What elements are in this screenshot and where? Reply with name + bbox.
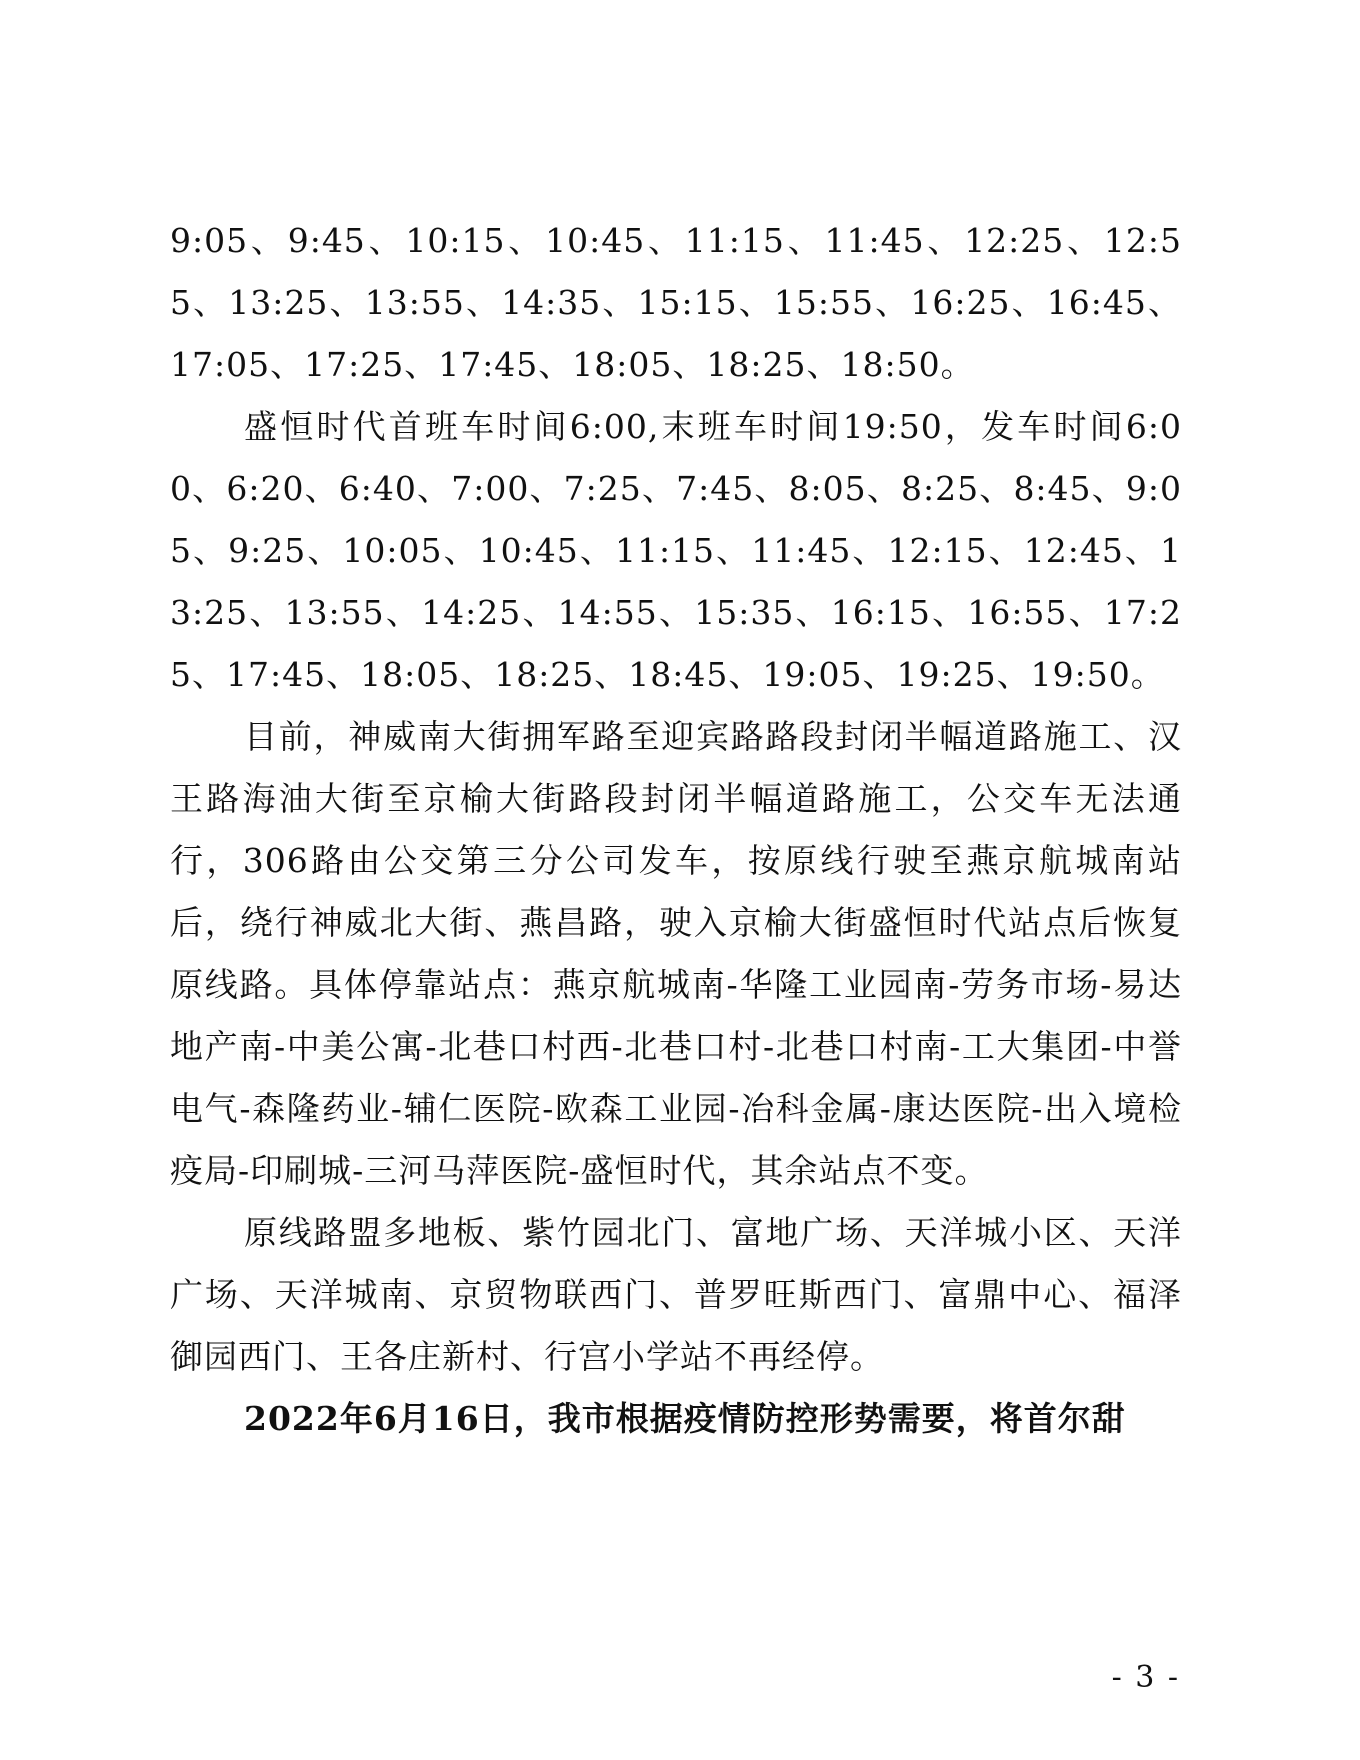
paragraph-timetable-continued: 9:05、9:45、10:15、10:45、11:15、11:45、12:25、12:55、13:25、13:55、14:35、15:15、15:55、16:25、16:45、17:05、17:25、17:45、18:05、18:25、18:50。 — [170, 221, 1182, 384]
paragraph-detour-notice: 目前，神威南大街拥军路至迎宾路路段封闭半幅道路施工、汉王路海油大街至京榆大街路段封闭半幅道路施工，公交车无法通行，306路由公交第三分公司发车，按原线行驶至燕京航城南站后，绕行神威北大街、燕昌路，驶入京榆大街盛恒时代站点后恢复原线路。具体停靠站点：燕京航城南-华隆工业园南-劳务市场-易达地产南-中美公寓-北巷口村西-北巷口村-北巷口村南-工大集团-中誉电气-森隆药业-辅仁医院-欧森工业园-冶科金属-康达医院-出入境检疫局-印刷城-三河马萍医院-盛恒时代，其余站点不变。 — [170, 717, 1182, 1190]
paragraph-discontinued-stops: 原线路盟多地板、紫竹园北门、富地广场、天洋城小区、天洋广场、天洋城南、京贸物联西门、普罗旺斯西门、富鼎中心、福泽御园西门、王各庄新村、行宫小学站不再经停。 — [170, 1213, 1182, 1376]
page-number: - 3 - — [1111, 1660, 1180, 1695]
paragraph-shenghengshidai-schedule: 盛恒时代首班车时间6:00,末班车时间19:50，发车时间6:00、6:20、6:40、7:00、7:25、7:45、8:05、8:25、8:45、9:05、9:25、10:05、10:45、11:15、11:45、12:15、12:45、13:25、13:55、14:25、14:55、15:35、16:15、16:55、17:25、17:45、18:05、18:25、18:45、19:05、19:25、19:50。 — [170, 407, 1182, 694]
paragraph-epidemic-notice: 2022年6月16日，我市根据疫情防控形势需要，将首尔甜 — [244, 1399, 1126, 1438]
body-text — [170, 210, 1182, 1450]
